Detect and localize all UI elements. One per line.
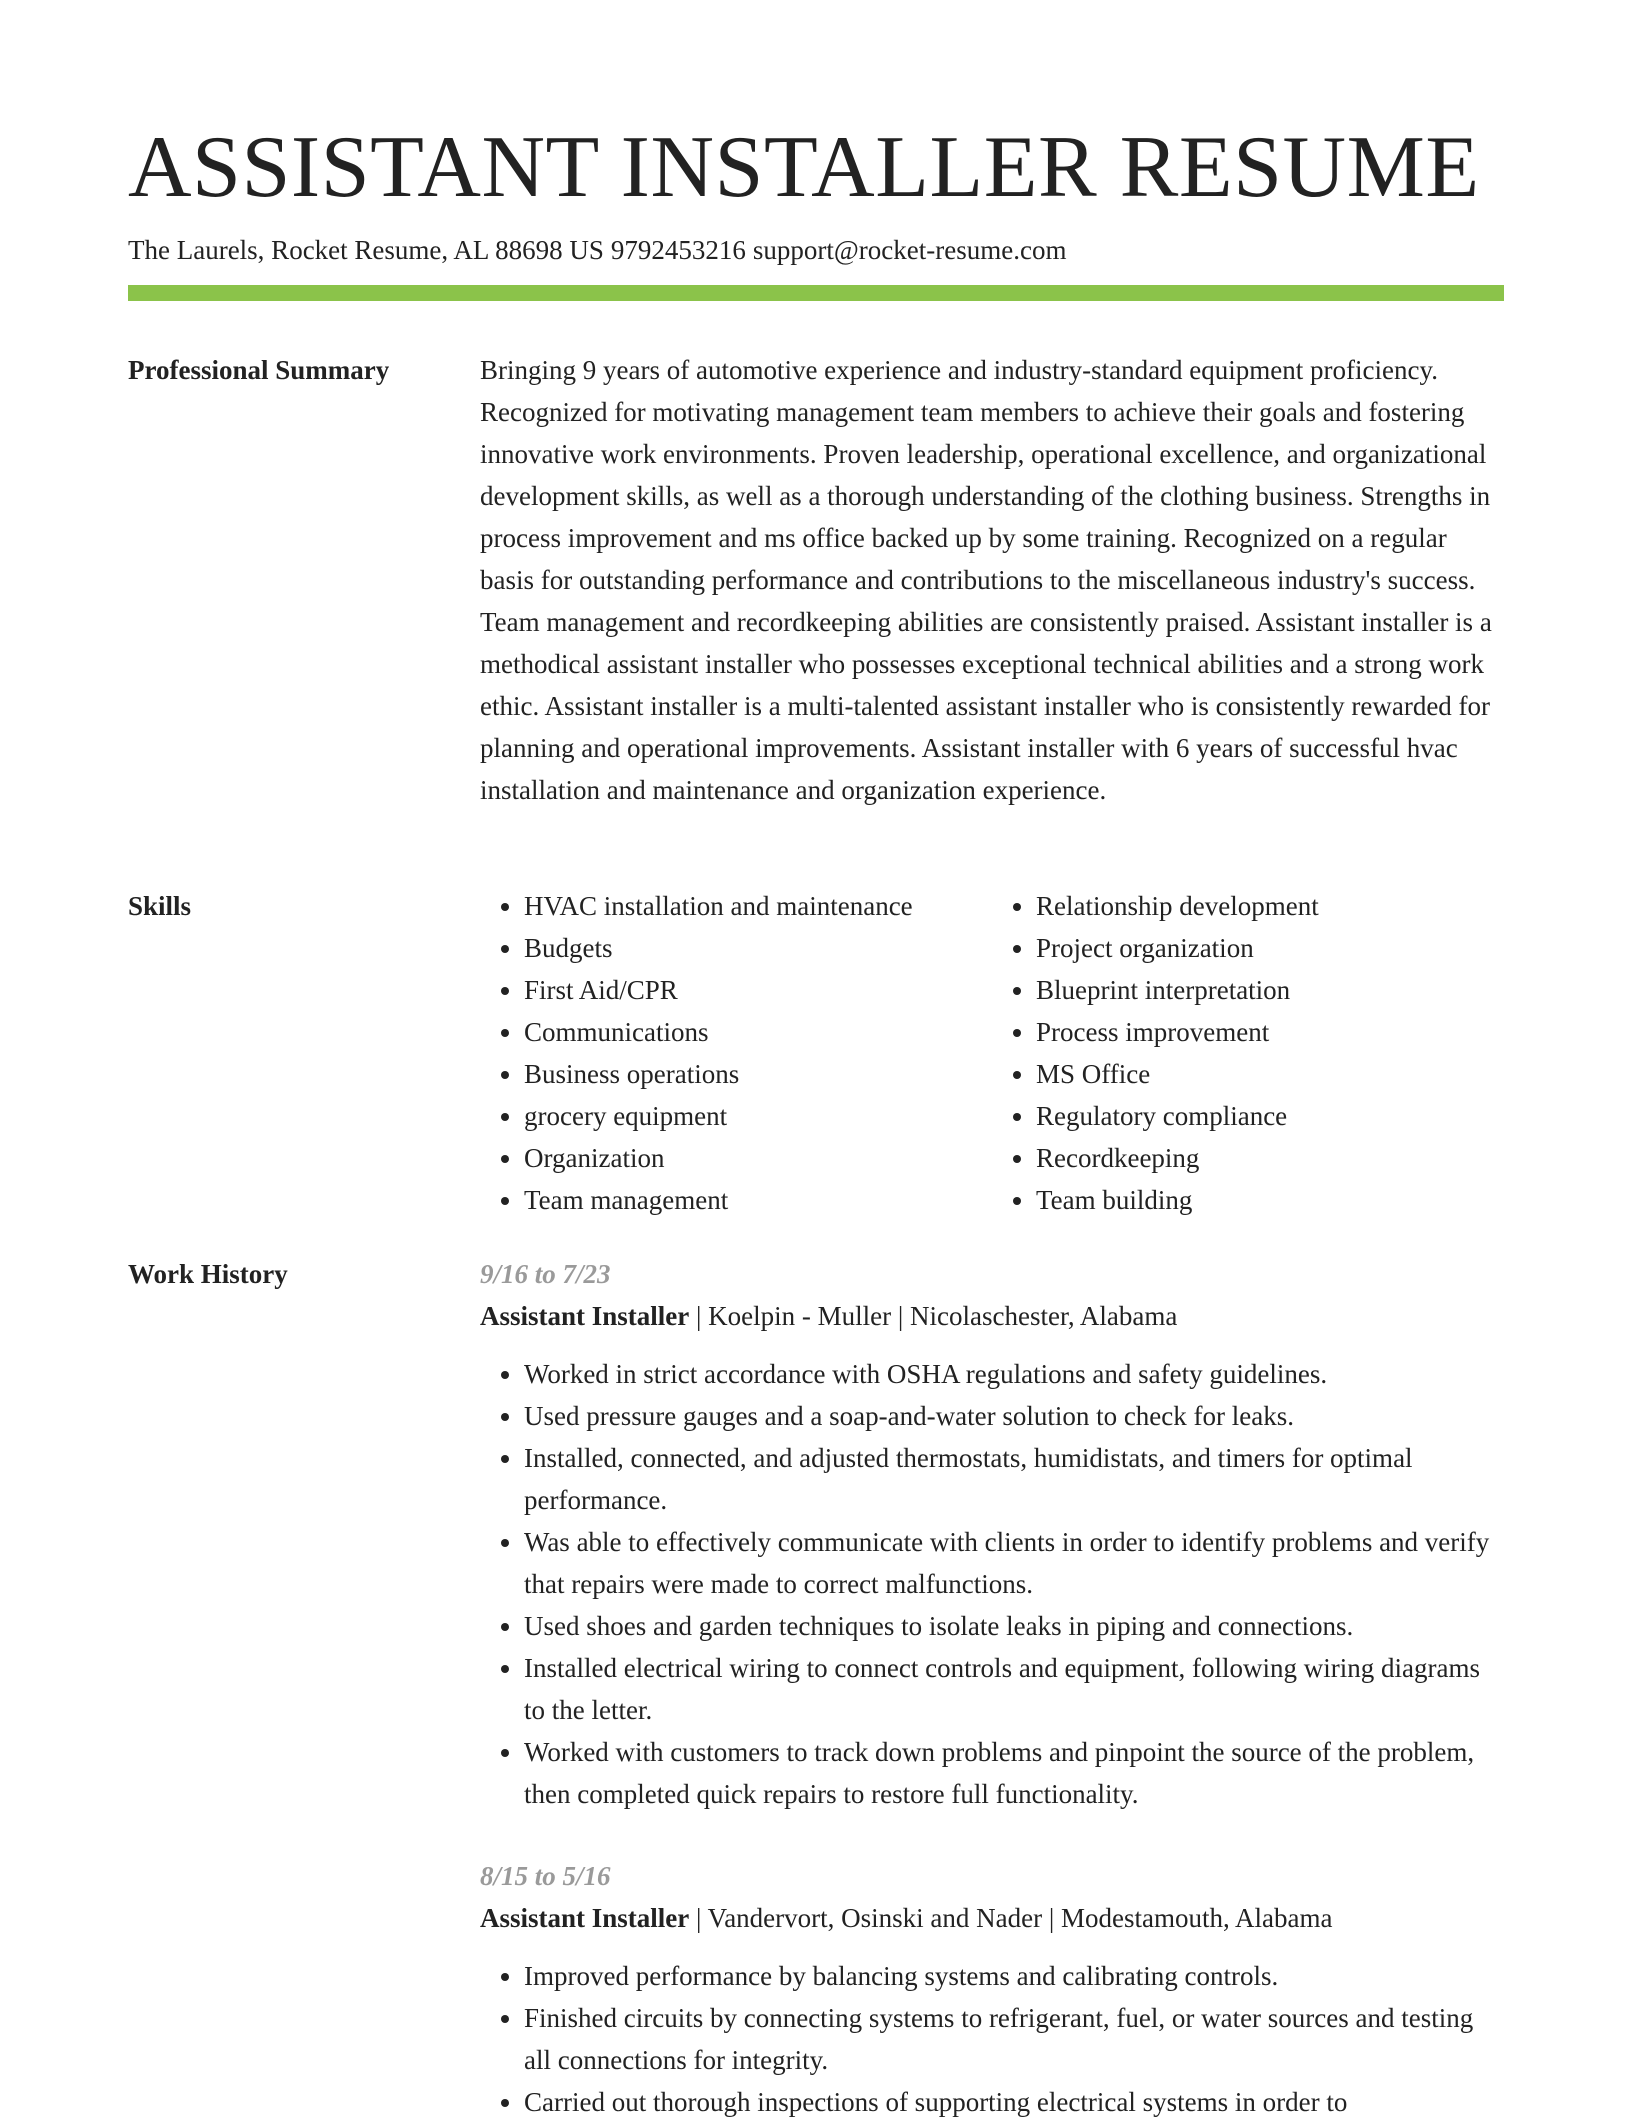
job-dates: 9/16 to 7/23 — [480, 1259, 611, 1289]
skills-body — [480, 885, 1504, 1221]
summary-text: Bringing 9 years of automotive experience and industry-standard equipment proficiency. Recognized for motivating management team members to achieve their goals and fostering innovative work environments. Proven leadership, operational excellence, and organizational development skills, as well as a thorough understanding of the clothing business. Strengths in process improvement and ms office backed up by some training. Recognized on a regular basis for outstanding performance and contributions to the miscellaneous industry's success. Team management and recordkeeping abilities are consistently praised. Assistant installer is a methodical assistant installer who possesses exceptional technical abilities and a strong work ethic. Assistant installer is a multi-talented assistant installer who is consistently rewarded for planning and operational improvements. Assistant installer with 6 years of successful hvac installation and maintenance and organization experience. — [480, 355, 1492, 805]
skill-item: • MS Office — [1036, 1053, 1504, 1095]
job-title: Assistant Installer — [480, 1301, 690, 1331]
skills-list-right — [992, 885, 1504, 1221]
skill-item: • Budgets — [524, 927, 992, 969]
job-bullet: • Was able to effectively communicate with clients in order to identify problems and verify that repairs were made to correct malfunctions. — [524, 1521, 1504, 1605]
work-history-body — [480, 1253, 1504, 2123]
summary-body — [480, 349, 1504, 811]
summary-heading: Professional Summary — [128, 355, 390, 385]
skill-item: • Project organization — [1036, 927, 1504, 969]
job-dates: 8/15 to 5/16 — [480, 1861, 611, 1891]
contact-line — [128, 232, 1066, 268]
skill-item: • Recordkeeping — [1036, 1137, 1504, 1179]
contact-email: support@rocket-resume.com — [752, 235, 1067, 265]
job-bullet: • Improved performance by balancing systems and calibrating controls. — [524, 1955, 1504, 1997]
skills-columns — [480, 885, 1504, 1221]
skills-heading: Skills — [128, 891, 192, 921]
job-bullets — [480, 1353, 1504, 1815]
job-bullet: • Installed, connected, and adjusted thermostats, humidistats, and timers for optimal performance. — [524, 1437, 1504, 1521]
skill-item: • Organization — [524, 1137, 992, 1179]
job-entry — [480, 1855, 1504, 2123]
skill-item: • HVAC installation and maintenance — [524, 885, 992, 927]
job-bullet: • Used shoes and garden techniques to isolate leaks in piping and connections. — [524, 1605, 1504, 1647]
job-bullet: • Used pressure gauges and a soap-and-water solution to check for leaks. — [524, 1395, 1504, 1437]
job-heading — [480, 1897, 1504, 1939]
job-bullet: • Worked in strict accordance with OSHA regulations and safety guidelines. — [524, 1353, 1504, 1395]
job-entry — [480, 1253, 1504, 1815]
skill-item: • Communications — [524, 1011, 992, 1053]
contact-address: The Laurels, Rocket Resume, AL 88698 US — [128, 235, 604, 265]
skill-item: • Relationship development — [1036, 885, 1504, 927]
accent-divider — [128, 285, 1504, 301]
job-details: | Koelpin - Muller | Nicolaschester, Alabama — [696, 1301, 1178, 1331]
job-bullet: • Carried out thorough inspections of supporting electrical systems in order to — [524, 2081, 1504, 2123]
job-bullet: • Finished circuits by connecting systems to refrigerant, fuel, or water sources and testing all connections for integrity. — [524, 1997, 1504, 2081]
job-bullet: • Installed electrical wiring to connect controls and equipment, following wiring diagrams to the letter. — [524, 1647, 1504, 1731]
job-bullets — [480, 1955, 1504, 2123]
skill-item: • grocery equipment — [524, 1095, 992, 1137]
skill-item: • Regulatory compliance — [1036, 1095, 1504, 1137]
job-details: | Vandervort, Osinski and Nader | Modestamouth, Alabama — [696, 1903, 1333, 1933]
skill-item: • Business operations — [524, 1053, 992, 1095]
job-title: Assistant Installer — [480, 1903, 690, 1933]
skill-item: • Process improvement — [1036, 1011, 1504, 1053]
skill-item: • First Aid/CPR — [524, 969, 992, 1011]
skill-item: • Team management — [524, 1179, 992, 1221]
job-bullet: • Worked with customers to track down problems and pinpoint the source of the problem, then completed quick repairs to restore full functionality. — [524, 1731, 1504, 1815]
skills-list-left — [480, 885, 992, 1221]
work-history-heading: Work History — [128, 1259, 288, 1289]
resume-title: ASSISTANT INSTALLER RESUME — [128, 119, 1480, 216]
job-heading — [480, 1295, 1504, 1337]
skill-item: • Blueprint interpretation — [1036, 969, 1504, 1011]
skill-item: • Team building — [1036, 1179, 1504, 1221]
contact-phone: 9792453216 — [610, 235, 746, 265]
